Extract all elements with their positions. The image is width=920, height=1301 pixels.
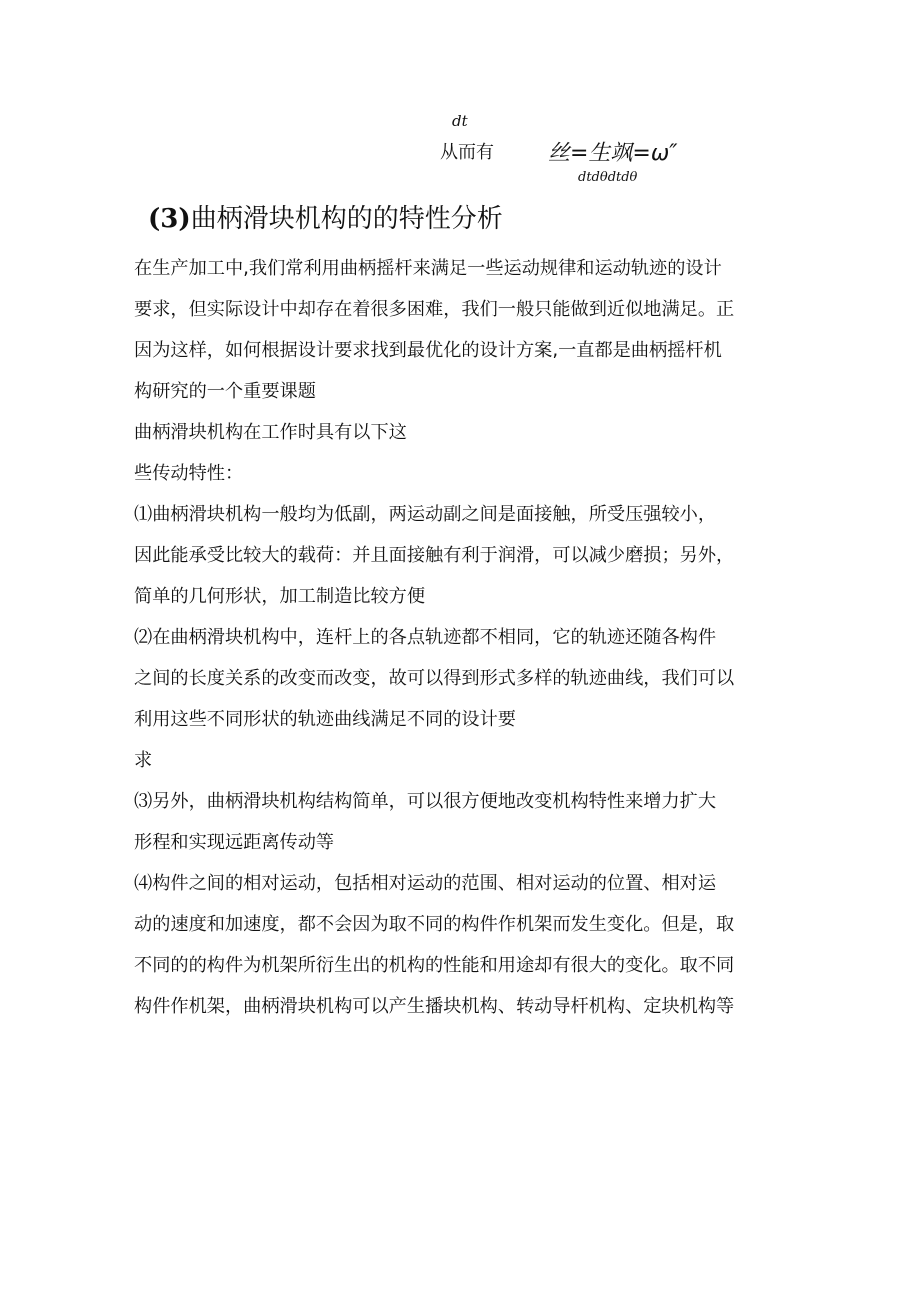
text-line: 不同的的构件为机架所衍生出的机构的性能和用途却有很大的变化。取不同: [134, 955, 735, 976]
text-line: 些传动特性：: [134, 463, 244, 484]
text-line: ⑵在曲柄滑块机构中，连杆上的各点轨迹都不相同，它的轨迹还随各构件: [134, 627, 717, 648]
body-text: [134, 248, 796, 1027]
text-line: 利用这些不同形状的轨迹曲线满足不同的设计要: [134, 709, 516, 730]
text-line: ⑶另外，曲柄滑块机构结构简单，可以很方便地改变机构特性来增力扩大: [134, 791, 717, 812]
text-line: 简单的几何形状，加工制造比较方便: [134, 586, 426, 607]
text-line: 因为这样，如何根据设计要求找到最优化的设计方案,一直都是曲柄摇杆机: [134, 340, 722, 361]
formula-line: [440, 138, 678, 166]
text-line: 构研究的一个重要课题: [134, 381, 316, 402]
text-line: 因此能承受比较大的载荷：并且面接触有利于润滑，可以减少磨损；另外，: [134, 545, 735, 566]
formula-numerator: dt: [452, 112, 468, 130]
section-heading: [148, 198, 503, 235]
section-title: 曲柄滑块机构的的特性分析: [190, 204, 503, 234]
text-line: ⑴曲柄滑块机构一般均为低副，两运动副之间是面接触，所受压强较小，: [134, 504, 717, 525]
text-line: 求: [134, 750, 153, 771]
text-line: 形程和实现远距离传动等: [134, 832, 335, 853]
formula-label: 从而有: [440, 142, 494, 163]
text-line: 动的速度和加速度，都不会因为取不同的构件作机架而发生变化。但是，取: [134, 914, 735, 935]
section-number: (3): [148, 204, 191, 234]
text-line: ⑷构件之间的相对运动，包括相对运动的范围、相对运动的位置、相对运: [134, 873, 717, 894]
text-line: 构件作机架，曲柄滑块机构可以产生播块机构、转动导杆机构、定块机构等: [134, 996, 735, 1017]
formula-expression: 丝=生飒=ω″: [548, 141, 678, 166]
formula-denominator: dtdθdtdθ: [578, 170, 638, 185]
text-line: 曲柄滑块机构在工作时具有以下这: [134, 422, 407, 443]
text-line: 要求，但实际设计中却存在着很多困难，我们一般只能做到近似地满足。正: [134, 299, 735, 320]
text-line: 之间的长度关系的改变而改变，故可以得到形式多样的轨迹曲线，我们可以: [134, 668, 735, 689]
text-line: 在生产加工中,我们常利用曲柄摇杆来满足一些运动规律和运动轨迹的设计: [134, 258, 722, 279]
